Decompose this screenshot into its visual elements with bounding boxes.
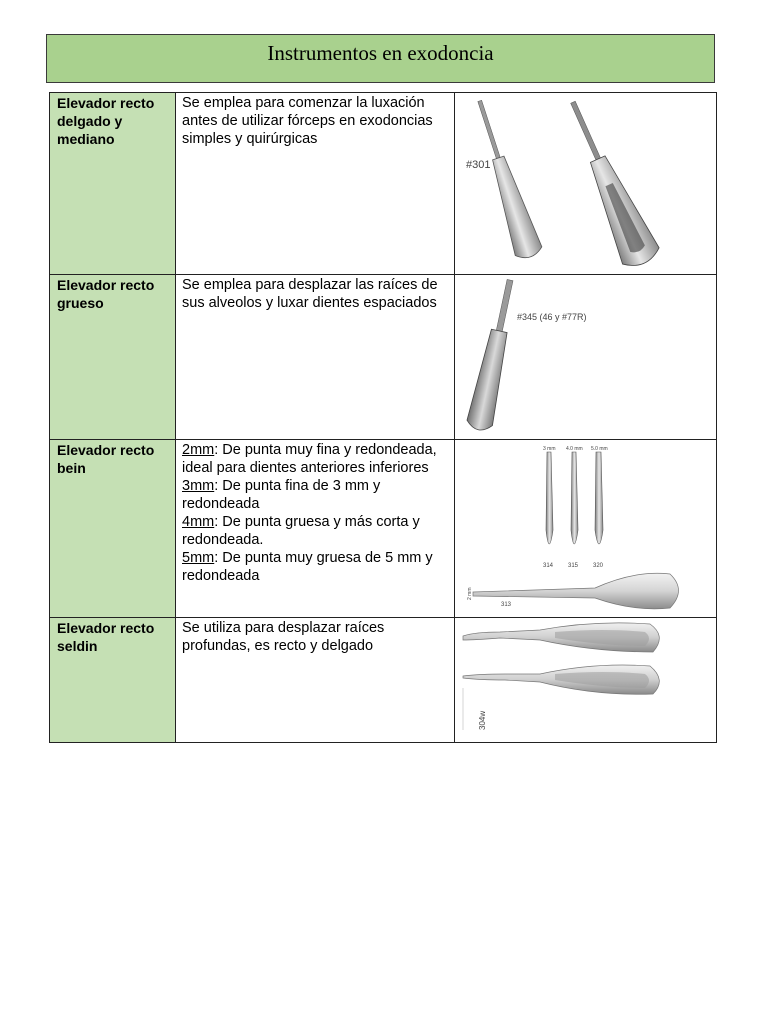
instrument-name: Elevador recto delgado y mediano [50,93,176,275]
instrument-description: Se emplea para comenzar la luxación antes de utilizar fórceps en exodoncias simples y quirúrgicas [176,93,455,275]
instrument-code-label: #345 (46 y #77R) [517,312,587,322]
tip-size-label: 2 mm [467,587,473,600]
elevator-345-image [455,275,716,440]
size-4mm-label: 4mm [182,514,215,530]
bein-elevators-image [455,440,716,618]
size-2mm-text: : De punta muy fina y redondeada, ideal para dientes anteriores inferiores [182,442,437,476]
instrument-code-label: 304w [478,710,487,730]
table-row [50,93,717,275]
size-top-label: 3 mm [543,446,556,452]
table-row [50,618,717,743]
size-top-label: 5.0 mm [591,446,608,452]
model-number-label: 314 [543,563,554,569]
instruments-table [49,92,717,743]
model-number-label: 315 [568,563,579,569]
model-number-label: 313 [501,602,512,608]
size-top-label: 4.0 mm [566,446,583,452]
size-5mm-label: 5mm [182,550,215,566]
size-5mm-text: : De punta muy gruesa de 5 mm y redondeada [182,550,433,584]
size-3mm-text: : De punta fina de 3 mm y redondeada [182,478,381,512]
instrument-image-cell [455,275,717,440]
instrument-image-cell [455,440,717,618]
seldin-elevators-image [455,618,716,743]
title-banner [46,34,715,83]
instrument-image-cell [455,618,717,743]
elevator-301-image [455,93,716,275]
size-4mm-text: : De punta gruesa y más corta y redondeada. [182,514,420,548]
size-3mm-label: 3mm [182,478,215,494]
instrument-image-cell [455,93,717,275]
instrument-name: Elevador recto grueso [50,275,176,440]
instrument-name: Elevador recto seldin [50,618,176,743]
page-title: Instrumentos en exodoncia [267,41,494,65]
table-row [50,275,717,440]
instrument-code-label: #301 [466,159,491,171]
size-2mm-label: 2mm [182,442,215,458]
model-number-label: 320 [593,563,604,569]
instrument-description: Se utiliza para desplazar raíces profundas, es recto y delgado [176,618,455,743]
table-row [50,440,717,618]
instrument-description [176,440,455,618]
instrument-description: Se emplea para desplazar las raíces de sus alveolos y luxar dientes espaciados [176,275,455,440]
instrument-name: Elevador recto bein [50,440,176,618]
